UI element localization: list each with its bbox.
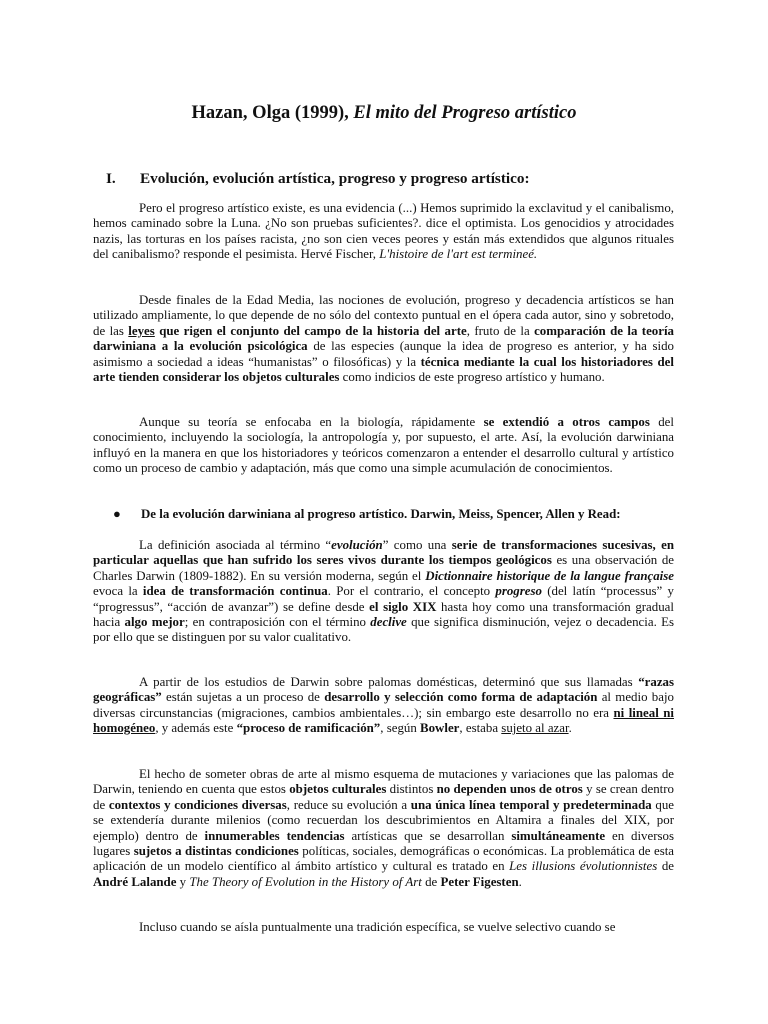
p6-emphasis: André Lalande: [93, 874, 177, 889]
p2-emphasis: técnica mediante la cual los historiadores del arte tienden considerar los objetos culturales: [93, 354, 674, 385]
p6-book-title: Les illusions évolutionnistes: [509, 859, 658, 874]
paragraph-1: [93, 201, 674, 263]
p2-text: como indicios de este progreso artístico y humano.: [339, 370, 605, 385]
p4-term: progreso: [495, 584, 542, 599]
p2-text: de las especies (aunque la idea de progreso es anterior, y ha sido asimismo a sociedad a ideas “humanistas” o filosóficas) y la: [93, 339, 674, 369]
section-heading: [106, 170, 530, 188]
p1-book-title: L'histoire de l'art est termineé.: [379, 247, 538, 262]
paragraph-3: [93, 415, 674, 477]
p6-emphasis: Peter Figesten: [440, 874, 519, 889]
p4-text: ; en contraposición con el término: [184, 615, 371, 630]
p5-underlined: ni lineal ni homogéneo: [93, 705, 675, 736]
p5-text: , estaba: [459, 721, 502, 736]
p4-text: evoca la: [93, 584, 143, 599]
title-author: Hazan, Olga (1999),: [191, 103, 354, 123]
p4-emphasis: el siglo XIX: [369, 599, 437, 614]
p5-emphasis: “proceso de ramificación”: [236, 721, 381, 736]
p6-text: y se crean dentro de: [93, 782, 674, 812]
bullet-heading-text: De la evolución darwiniana al progreso artístico. Darwin, Meiss, Spencer, Allen y Read:: [141, 507, 621, 521]
p5-text: , según: [380, 721, 421, 736]
p4-emphasis: serie de transformaciones sucesivas, en particular aquellas que han sufrido los seres vivos durante los tiempos geológicos: [93, 538, 675, 568]
p4-term: declive: [370, 615, 407, 630]
p6-emphasis: objetos culturales: [289, 782, 387, 797]
p2-text: , fruto de la: [466, 323, 535, 338]
bullet-heading: [113, 507, 621, 522]
section-heading-text: Evolución, evolución artística, progreso y progreso artístico:: [140, 170, 530, 187]
p5-text: .: [568, 721, 572, 736]
p6-text: de: [657, 859, 674, 874]
p4-text: es una observación de Charles Darwin (1809-1882). En su versión moderna, según el: [93, 553, 674, 583]
p5-text: , y además este: [155, 721, 237, 736]
paragraph-2: [93, 293, 674, 385]
p5-emphasis: “razas geográficas”: [93, 675, 674, 705]
p6-book-title: The Theory of Evolution in the History of Art: [189, 874, 422, 889]
section-number: I.: [106, 170, 116, 187]
p5-emphasis: desarrollo y selección como forma de adaptación: [324, 690, 598, 705]
p4-text: hasta hoy como una transformación gradual hacia: [93, 599, 674, 630]
p7-text: Incluso cuando se aísla puntualmente una tradición específica, se vuelve selectivo cuando se: [139, 920, 616, 934]
p4-term: Dictionnaire historique de la langue française: [425, 568, 674, 583]
p1-text: Pero el progreso artístico existe, es una evidencia (...) Hemos suprimido la exclavitud y el canibalismo, hemos caminado sobre la Luna. ¿No son pruebas suficientes?. dice el optimista. Los genocidios y atrocidades nazis, las torturas en los países racista, ¿no son cien veces peores y están más extendidos que algunos rituales del canibalismo? responde el pesimista. Hervé Fischer,: [93, 201, 674, 262]
p2-text: Desde finales de la Edad Media, las nociones de evolución, progreso y decadencia artísticos se han utilizado ampliamente, lo que depende de no sólo del contexto puntual en el ópera cada autor, sino y sobretodo, de las: [93, 293, 674, 338]
p2-emphasis: que rigen el conjunto del campo de la historia del arte: [154, 323, 467, 338]
p6-emphasis: contextos y condiciones diversas: [108, 797, 287, 812]
paragraph-4: [93, 538, 674, 646]
p5-underlined: sujeto al azar: [501, 721, 569, 736]
p3-text: Aunque su teoría se enfocaba en la biología, rápidamente: [139, 415, 484, 429]
p4-text: (del latín “processus” y “progressus”, “acción de avanzar”) se define desde: [93, 584, 674, 614]
p6-text: de: [421, 874, 441, 889]
bullet-icon: ●: [113, 507, 121, 521]
p3-text: del conocimiento, incluyendo la sociología, la antropología y, por supuesto, el arte. Así, la evolución darwiniana influyó en la manera en que los historiadores y teóricos comenzaron a entender el desarrollo cultural y artístico como un proceso de cambio y adaptación, más que como una simple acumulación de conocimientos.: [93, 415, 674, 476]
p6-text: El hecho de someter obras de arte al mismo esquema de mutaciones y variaciones que las palomas de Darwin, teniendo en cuenta que estos: [93, 767, 674, 797]
document-title: [0, 103, 768, 124]
p5-emphasis: Bowler: [420, 721, 460, 736]
p6-emphasis: una única línea temporal y predeterminada: [410, 797, 652, 812]
p6-text: artísticas que se desarrollan: [344, 828, 512, 843]
p6-text: .: [518, 874, 522, 889]
title-work: El mito del Progreso artístico: [353, 103, 577, 123]
p6-text: , reduce su evolución a: [286, 797, 411, 812]
p6-emphasis: innumerables tendencias: [204, 828, 345, 843]
p2-emphasis: leyes: [128, 323, 155, 338]
p4-text: . Por el contrario, el concepto: [327, 584, 496, 599]
p6-emphasis: no dependen unos de otros: [436, 782, 583, 797]
p5-text: al medio bajo diversas circunstancias (migraciones, cambios ambientales…); sin embargo este desarrollo no era: [93, 690, 674, 720]
p4-text: La definición asociada al término “: [139, 538, 332, 552]
p6-text: que se extendería durante milenios (como recuerdan los descubrimientos en Altamira a finales del XIX, por ejemplo) dentro de: [93, 797, 674, 843]
p6-emphasis: sujetos a distintas condiciones: [133, 844, 299, 859]
p6-text: políticas, sociales, demográficas o económicas. La problemática de esta aplicación de un modelo científico al ámbito artístico y cultural es tratado en: [93, 844, 675, 874]
p5-text: A partir de los estudios de Darwin sobre palomas domésticas, determinó que sus llamadas: [139, 675, 639, 689]
p3-emphasis: se extendió a otros campos: [483, 415, 650, 429]
p4-text: que significa disminución, vejez o decadencia. Es por ello que se distinguen por su valor cualitativo.: [93, 615, 675, 645]
p6-text: en diversos lugares: [93, 828, 674, 859]
p4-emphasis: idea de transformación continua: [142, 584, 328, 599]
p6-text: y: [176, 874, 190, 889]
p6-text: distintos: [386, 782, 437, 797]
p4-emphasis: algo mejor: [124, 615, 185, 630]
p2-emphasis: comparación de la teoría darwiniana a la evolución psicológica: [93, 323, 675, 354]
p6-emphasis: simultáneamente: [511, 828, 606, 843]
p5-text: están sujetas a un proceso de: [161, 690, 325, 705]
paragraph-7: [139, 920, 674, 935]
paragraph-5: [93, 675, 674, 737]
p4-text: ” como una: [382, 538, 452, 552]
paragraph-6: [93, 767, 674, 890]
p4-term: evolución: [331, 538, 383, 552]
